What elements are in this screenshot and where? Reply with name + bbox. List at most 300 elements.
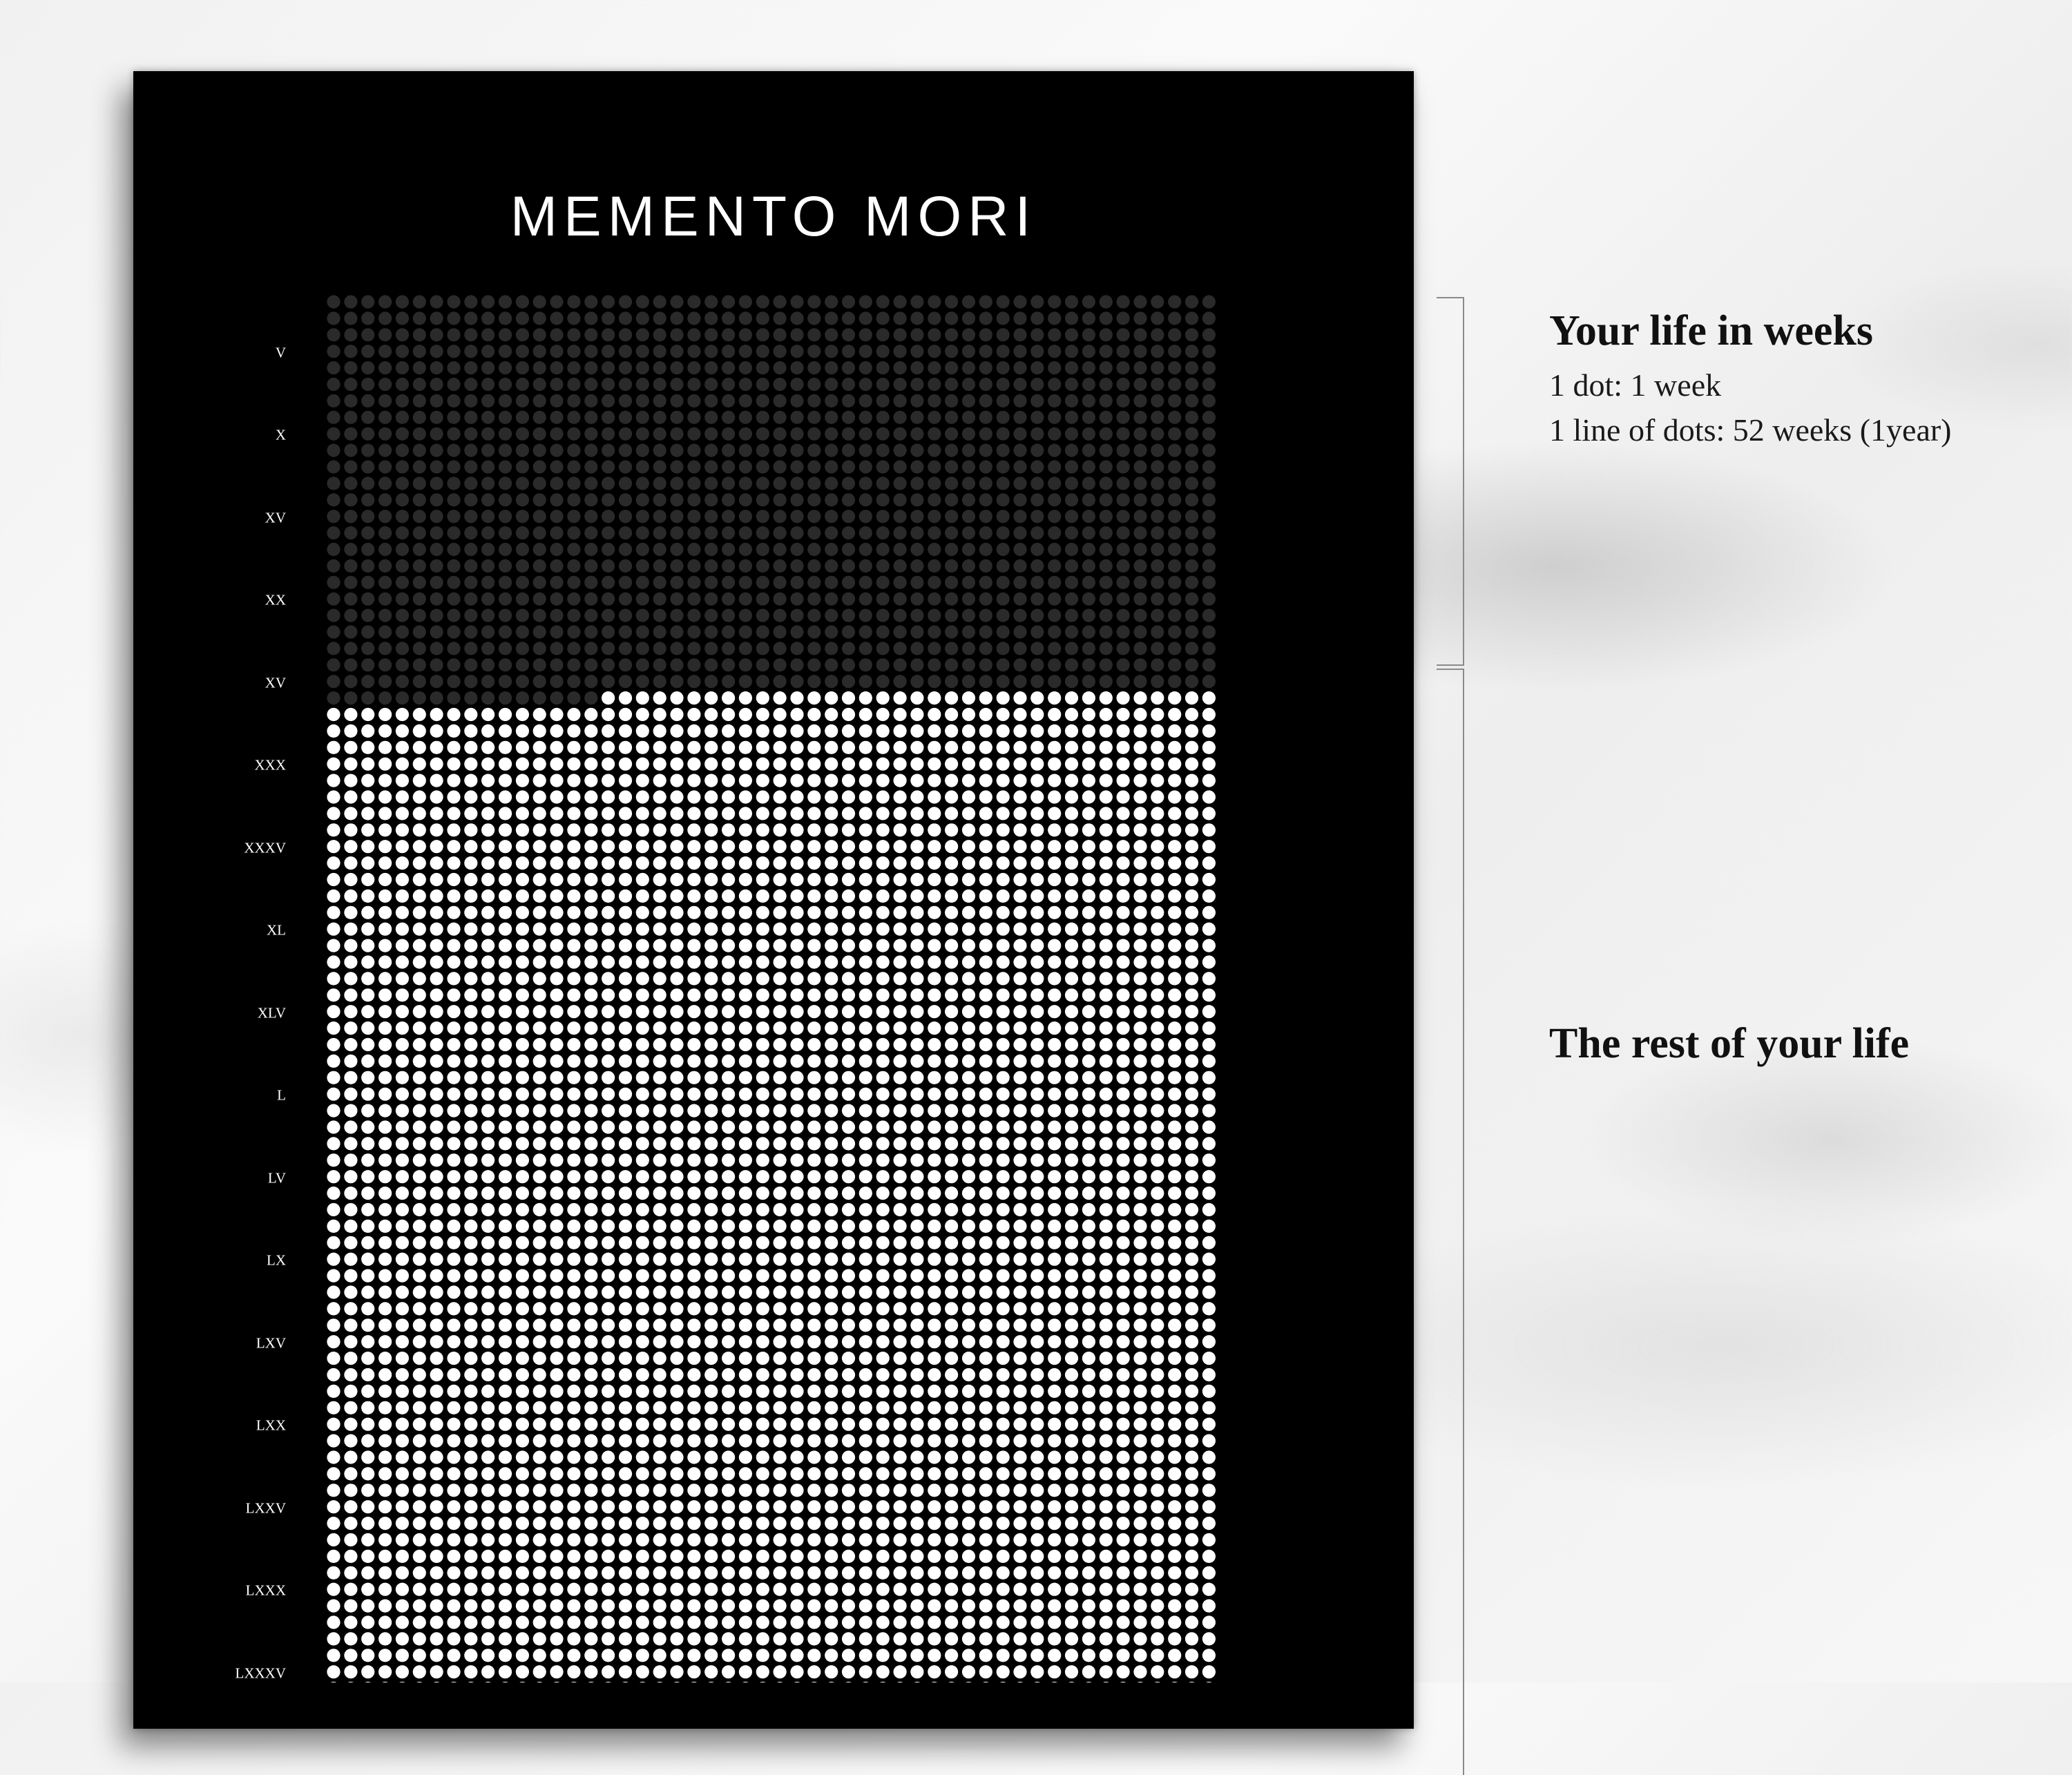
remaining-week-dot [567,1450,580,1464]
remaining-week-dot [790,873,803,886]
remaining-week-dot [790,1368,803,1381]
remaining-week-dot [1030,906,1044,919]
lived-week-dot [327,526,340,539]
lived-week-dot [1100,642,1113,655]
remaining-week-dot [825,1352,838,1365]
remaining-week-dot [739,708,752,721]
remaining-week-dot [1048,1088,1061,1101]
lived-week-dot [602,576,615,589]
remaining-week-dot [1030,1335,1044,1348]
remaining-week-dot [979,840,992,853]
lived-week-dot [859,559,872,573]
lived-week-dot [722,477,735,490]
remaining-week-dot [962,1649,975,1662]
remaining-week-dot [894,1418,907,1431]
remaining-week-dot [1133,691,1147,704]
lived-week-dot [687,477,700,490]
remaining-week-dot [842,988,855,1001]
lived-week-dot [825,658,838,671]
lived-week-dot [1117,493,1130,506]
remaining-week-dot [979,1088,992,1101]
remaining-week-dot [584,1600,597,1613]
remaining-week-dot [1048,1566,1061,1580]
remaining-week-dot [997,1236,1010,1249]
remaining-week-dot [1117,1517,1130,1530]
lived-week-dot [602,526,615,539]
lived-week-dot [790,609,803,622]
lived-week-dot [447,543,460,556]
remaining-week-dot [979,988,992,1001]
remaining-week-dot [979,1368,992,1381]
lived-week-dot [1030,477,1044,490]
lived-week-dot [1185,543,1198,556]
lived-week-dot [653,493,666,506]
lived-week-dot [516,691,529,704]
lived-week-dot [550,691,563,704]
lived-week-dot [894,609,907,622]
remaining-week-dot [327,1600,340,1613]
remaining-week-dot [533,1236,546,1249]
lived-week-dot [1030,460,1044,473]
lived-week-dot [619,311,632,325]
remaining-week-dot [807,890,821,903]
lived-week-dot [756,428,769,441]
remaining-week-dot [670,823,683,836]
remaining-week-dot [928,691,941,704]
remaining-week-dot [378,923,392,936]
lived-week-dot [516,295,529,308]
lived-week-dot [807,625,821,638]
lived-week-dot [344,510,357,523]
remaining-week-dot [962,1253,975,1266]
remaining-week-dot [396,774,409,787]
remaining-week-dot [997,1187,1010,1200]
remaining-week-dot [756,840,769,853]
remaining-week-dot [670,1335,683,1348]
remaining-week-dot [774,807,787,820]
remaining-week-dot [1065,1450,1078,1464]
remaining-week-dot [1100,1649,1113,1662]
remaining-week-dot [894,1615,907,1629]
remaining-week-dot [447,1517,460,1530]
remaining-week-dot [1013,1005,1026,1018]
remaining-week-dot [876,890,890,903]
remaining-week-dot [361,790,374,803]
lived-week-dot [1013,361,1026,374]
lived-week-dot [774,559,787,573]
remaining-week-dot [1030,1583,1044,1596]
remaining-week-dot [413,1071,426,1084]
remaining-week-dot [1030,1220,1044,1233]
remaining-week-dot [756,1104,769,1117]
remaining-week-dot [997,758,1010,771]
remaining-week-dot [1133,1071,1147,1084]
lived-week-dot [962,378,975,391]
remaining-week-dot [1202,1583,1216,1596]
remaining-week-dot [1100,1253,1113,1266]
remaining-week-dot [602,1253,615,1266]
lived-week-dot [378,361,392,374]
remaining-week-dot [825,708,838,721]
remaining-week-dot [894,1104,907,1117]
remaining-week-dot [1082,873,1095,886]
lived-week-dot [567,411,580,424]
remaining-week-dot [584,1484,597,1497]
lived-week-dot [361,460,374,473]
remaining-week-dot [910,1187,923,1200]
remaining-week-dot [842,774,855,787]
remaining-week-dot [516,1153,529,1167]
remaining-week-dot [344,1467,357,1480]
remaining-week-dot [670,873,683,886]
remaining-week-dot [997,1153,1010,1167]
lived-week-dot [756,493,769,506]
remaining-week-dot [1048,1583,1061,1596]
remaining-week-dot [430,1352,443,1365]
remaining-week-dot [1133,890,1147,903]
remaining-week-dot [807,1632,821,1645]
remaining-week-dot [344,988,357,1001]
remaining-week-dot [636,1236,649,1249]
remaining-week-dot [1168,1269,1181,1283]
remaining-week-dot [1168,972,1181,985]
remaining-week-dot [704,1600,718,1613]
remaining-week-dot [876,1517,890,1530]
remaining-week-dot [756,1550,769,1563]
remaining-week-dot [602,1153,615,1167]
remaining-week-dot [1133,1203,1147,1216]
remaining-week-dot [464,1153,477,1167]
remaining-week-dot [1100,890,1113,903]
remaining-week-dot [704,1450,718,1464]
lived-week-dot [842,477,855,490]
remaining-week-dot [516,708,529,721]
remaining-week-dot [1185,1484,1198,1497]
remaining-week-dot [670,1467,683,1480]
remaining-week-dot [910,1450,923,1464]
remaining-week-dot [602,1137,615,1150]
remaining-week-dot [602,1104,615,1117]
remaining-week-dot [619,1088,632,1101]
remaining-week-dot [636,1335,649,1348]
lived-week-dot [1082,609,1095,622]
lived-week-dot [825,543,838,556]
remaining-week-dot [653,790,666,803]
remaining-week-dot [807,873,821,886]
remaining-week-dot [1013,1566,1026,1580]
remaining-week-dot [499,1220,512,1233]
lived-week-dot [378,625,392,638]
remaining-week-dot [653,1285,666,1298]
lived-week-dot [396,675,409,688]
remaining-week-dot [1048,741,1061,754]
remaining-week-dot [1151,1269,1164,1283]
remaining-week-dot [1133,1253,1147,1266]
remaining-week-dot [945,1368,958,1381]
remaining-week-dot [550,1285,563,1298]
lived-week-dot [602,345,615,358]
lived-week-dot [1013,295,1026,308]
remaining-week-dot [1117,923,1130,936]
remaining-week-dot [378,1615,392,1629]
remaining-week-dot [430,939,443,952]
lived-week-dot [825,593,838,606]
remaining-week-dot [619,1517,632,1530]
lived-week-dot [430,394,443,407]
remaining-week-dot [619,823,632,836]
lived-week-dot [687,510,700,523]
remaining-week-dot [997,823,1010,836]
remaining-week-dot [1168,823,1181,836]
remaining-week-dot [704,1318,718,1332]
remaining-week-dot [739,725,752,738]
remaining-week-dot [516,1500,529,1513]
lived-week-dot [722,328,735,341]
remaining-week-dot [516,1335,529,1348]
remaining-week-dot [670,1269,683,1283]
lived-week-dot [894,361,907,374]
remaining-week-dot [653,1071,666,1084]
lived-week-dot [499,345,512,358]
remaining-week-dot [636,1285,649,1298]
remaining-week-dot [962,1055,975,1068]
remaining-week-dot [894,1170,907,1183]
remaining-week-dot [430,1533,443,1546]
lived-week-dot [962,460,975,473]
lived-week-dot [499,510,512,523]
lived-week-dot [774,675,787,688]
remaining-week-dot [739,1550,752,1563]
lived-week-dot [447,675,460,688]
remaining-week-dot [1013,1418,1026,1431]
lived-week-dot [1168,361,1181,374]
remaining-week-dot [344,1517,357,1530]
lived-week-dot [602,543,615,556]
lived-week-dot [910,675,923,688]
lived-week-dot [1048,477,1061,490]
lived-week-dot [790,345,803,358]
remaining-week-dot [928,972,941,985]
remaining-week-dot [1100,790,1113,803]
remaining-week-dot [430,840,443,853]
remaining-week-dot [1048,1071,1061,1084]
lived-week-dot [739,477,752,490]
remaining-week-dot [602,725,615,738]
remaining-week-dot [378,1368,392,1381]
remaining-week-dot [807,1566,821,1580]
lived-week-dot [1202,576,1216,589]
remaining-week-dot [687,1120,700,1133]
lived-week-dot [447,609,460,622]
remaining-week-dot [1030,1401,1044,1414]
remaining-week-dot [979,725,992,738]
remaining-week-dot [396,1203,409,1216]
remaining-week-dot [1065,1632,1078,1645]
remaining-week-dot [1048,1385,1061,1398]
remaining-week-dot [464,1236,477,1249]
lived-week-dot [464,394,477,407]
remaining-week-dot [481,1269,495,1283]
remaining-week-dot [430,1517,443,1530]
remaining-week-dot [687,873,700,886]
remaining-week-dot [602,1435,615,1448]
remaining-week-dot [327,1632,340,1645]
remaining-week-dot [1100,1368,1113,1381]
remaining-week-dot [344,1401,357,1414]
remaining-week-dot [704,1170,718,1183]
remaining-week-dot [774,906,787,919]
remaining-week-dot [1202,1120,1216,1133]
remaining-week-dot [1168,1566,1181,1580]
remaining-week-dot [790,906,803,919]
remaining-week-dot [687,1418,700,1431]
remaining-week-dot [739,1600,752,1613]
lived-week-dot [1202,493,1216,506]
lived-week-dot [413,675,426,688]
remaining-week-dot [567,923,580,936]
remaining-week-dot [1030,1550,1044,1563]
lived-week-dot [1133,675,1147,688]
remaining-week-dot [481,1566,495,1580]
remaining-week-dot [876,1021,890,1035]
lived-week-dot [807,493,821,506]
remaining-week-dot [1100,1170,1113,1183]
remaining-week-dot [636,1187,649,1200]
remaining-week-dot [1117,1302,1130,1315]
lived-week-dot [464,658,477,671]
remaining-week-dot [378,1285,392,1298]
remaining-week-dot [602,1484,615,1497]
lived-week-dot [1082,642,1095,655]
remaining-week-dot [653,1335,666,1348]
remaining-week-dot [499,1104,512,1117]
remaining-week-dot [876,1170,890,1183]
lived-week-dot [447,444,460,457]
remaining-week-dot [894,1236,907,1249]
lived-week-dot [859,526,872,539]
remaining-week-dot [1133,906,1147,919]
remaining-week-dot [1185,1038,1198,1051]
remaining-week-dot [1117,758,1130,771]
remaining-week-dot [945,1600,958,1613]
remaining-week-dot [1151,1615,1164,1629]
lived-week-dot [979,328,992,341]
remaining-week-dot [876,1435,890,1448]
lived-week-dot [756,295,769,308]
remaining-week-dot [1065,1071,1078,1084]
lived-week-dot [842,394,855,407]
remaining-week-dot [516,1318,529,1332]
remaining-week-dot [636,856,649,870]
lived-week-dot [910,345,923,358]
remaining-week-dot [825,1071,838,1084]
remaining-week-dot [997,1203,1010,1216]
remaining-week-dot [876,1187,890,1200]
remaining-week-dot [327,1236,340,1249]
remaining-week-dot [1202,1318,1216,1332]
remaining-week-dot [584,741,597,754]
remaining-week-dot [962,1170,975,1183]
remaining-week-dot [653,1435,666,1448]
remaining-week-dot [550,1071,563,1084]
remaining-week-dot [619,1137,632,1150]
remaining-week-dot [928,1236,941,1249]
remaining-week-dot [481,708,495,721]
remaining-week-dot [361,1088,374,1101]
remaining-week-dot [396,1104,409,1117]
remaining-week-dot [910,1600,923,1613]
remaining-week-dot [1168,691,1181,704]
remaining-week-dot [430,1220,443,1233]
lived-week-dot [1133,477,1147,490]
remaining-week-dot [619,1533,632,1546]
lived-week-dot [430,428,443,441]
remaining-week-dot [910,1517,923,1530]
remaining-week-dot [584,1038,597,1051]
remaining-week-dot [1185,1632,1198,1645]
lived-week-dot [825,394,838,407]
remaining-week-dot [1117,725,1130,738]
lived-week-dot [327,675,340,688]
lived-week-dot [1100,559,1113,573]
remaining-week-dot [447,1418,460,1431]
remaining-week-dot [481,856,495,870]
lived-week-dot [1133,444,1147,457]
lived-week-dot [533,444,546,457]
remaining-week-dot [774,1401,787,1414]
remaining-week-dot [378,1418,392,1431]
remaining-week-dot [1100,1055,1113,1068]
lived-week-dot [997,444,1010,457]
remaining-week-dot [928,955,941,968]
remaining-week-dot [774,890,787,903]
remaining-week-dot [1048,1401,1061,1414]
remaining-week-dot [962,1550,975,1563]
remaining-week-dot [876,708,890,721]
remaining-week-dot [499,1088,512,1101]
lived-week-dot [704,658,718,671]
lived-week-dot [825,642,838,655]
remaining-week-dot [1082,1088,1095,1101]
remaining-week-dot [481,972,495,985]
remaining-week-dot [687,1220,700,1233]
remaining-week-dot [1048,807,1061,820]
remaining-week-dot [997,1533,1010,1546]
lived-week-dot [1048,609,1061,622]
remaining-week-dot [396,840,409,853]
remaining-week-dot [722,1203,735,1216]
remaining-week-dot [327,1649,340,1662]
remaining-week-dot [807,1137,821,1150]
lived-week-dot [1151,295,1164,308]
remaining-week-dot [361,1269,374,1283]
lived-week-dot [997,510,1010,523]
lived-week-dot [842,675,855,688]
remaining-week-dot [447,906,460,919]
remaining-week-dot [894,856,907,870]
lived-week-dot [704,526,718,539]
remaining-week-dot [1048,708,1061,721]
lived-week-dot [790,394,803,407]
age-label: LXXXV [235,1664,286,1682]
lived-week-dot [636,576,649,589]
remaining-week-dot [945,1435,958,1448]
remaining-week-dot [1133,939,1147,952]
remaining-week-dot [1202,873,1216,886]
remaining-week-dot [979,906,992,919]
lived-week-dot [653,675,666,688]
remaining-week-dot [516,1435,529,1448]
